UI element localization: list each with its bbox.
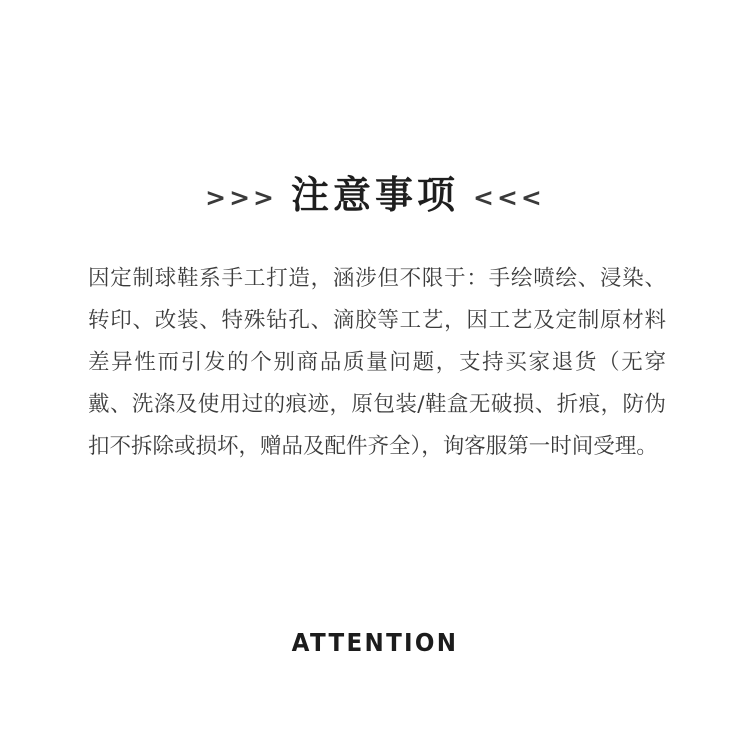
footer-attention-label: ATTENTION [291, 628, 459, 657]
notice-body [88, 258, 666, 468]
heading-row [0, 173, 750, 217]
page-title: 注意事项 [290, 173, 459, 217]
left-chevron-icon: >>> [205, 182, 277, 212]
right-chevron-icon: <<< [473, 182, 545, 212]
notice-paragraph: 因定制球鞋系手工打造，涵涉但不限于：手绘喷绘、浸染、转印、改装、特殊钻孔、滴胶等工艺，因工艺及定制原材料差异性而引发的个别商品质量问题，支持买家退货（无穿戴、洗涤及使用过的痕迹，原包装/鞋盒无破损、折痕，防伪扣不拆除或损坏，赠品及配件齐全），询客服第一时间受理。 [88, 266, 666, 459]
